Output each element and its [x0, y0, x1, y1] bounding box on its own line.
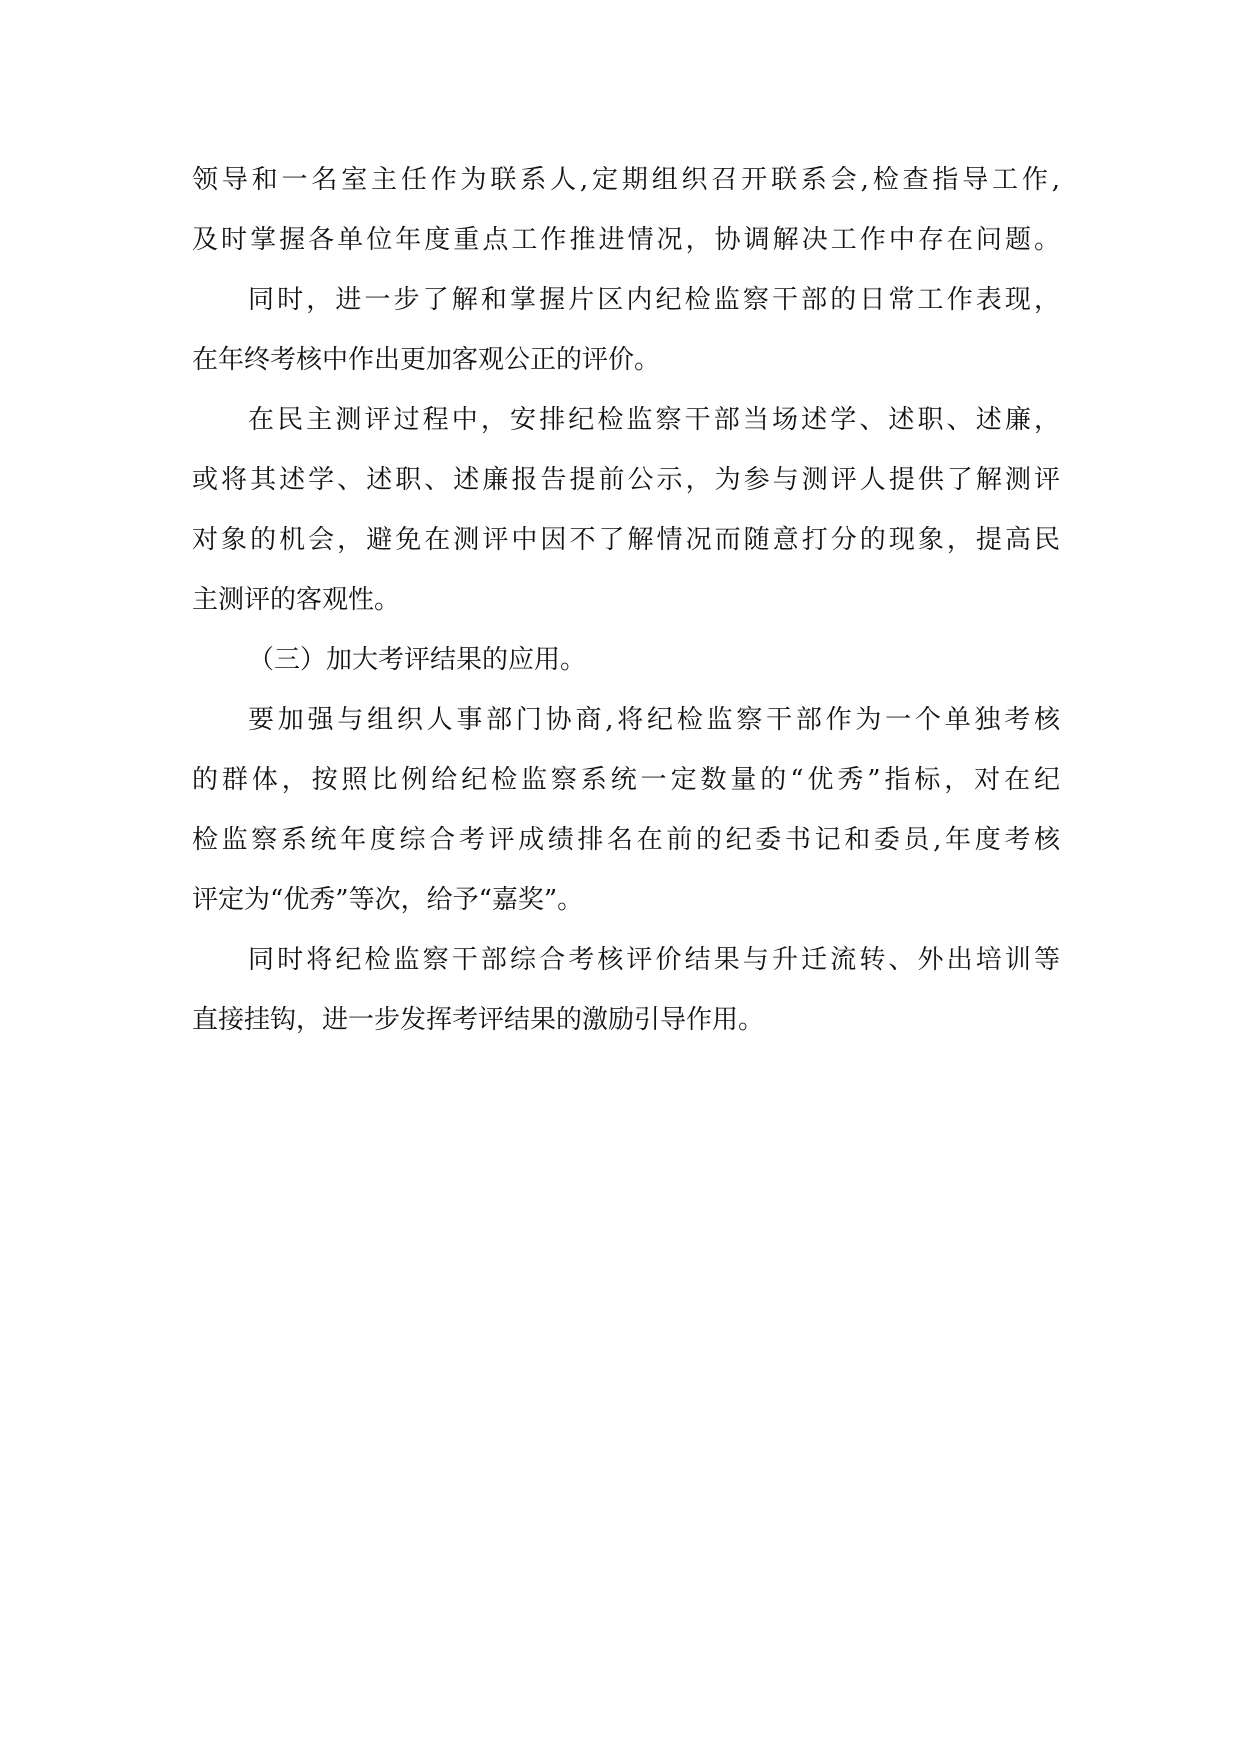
text-line: 评定为“优秀”等次，给予“嘉奖”。 [192, 885, 584, 915]
paragraph-6 [192, 930, 1060, 1050]
paragraph-3 [192, 390, 1060, 630]
section-heading [192, 630, 1060, 690]
paragraph-5 [192, 690, 1060, 930]
text-line: 同时将纪检监察干部综合考核评价结果与升迁流转、外出培训等 [248, 945, 1060, 975]
text-line: 检监察系统年度综合考评成绩排名在前的纪委书记和委员,年度考核 [192, 825, 1060, 855]
text-line: 及时掌握各单位年度重点工作推进情况，协调解决工作中存在问题。 [192, 225, 1060, 255]
text-line: 在民主测评过程中，安排纪检监察干部当场述学、述职、述廉， [248, 405, 1060, 435]
text-line: 同时，进一步了解和掌握片区内纪检监察干部的日常工作表现， [248, 285, 1060, 315]
text-line: 或将其述学、述职、述廉报告提前公示，为参与测评人提供了解测评 [192, 465, 1060, 495]
text-line: 的群体，按照比例给纪检监察系统一定数量的“优秀”指标，对在纪 [192, 765, 1060, 795]
document-body [192, 150, 1060, 1050]
text-line: 要加强与组织人事部门协商,将纪检监察干部作为一个单独考核 [248, 705, 1060, 735]
text-line: 主测评的客观性。 [192, 585, 401, 615]
text-line: 领导和一名室主任作为联系人,定期组织召开联系会,检查指导工作, [192, 165, 1060, 195]
text-line: 在年终考核中作出更加客观公正的评价。 [192, 345, 661, 375]
paragraph-2 [192, 270, 1060, 390]
section-heading-text: （三）加大考评结果的应用。 [248, 645, 587, 675]
paragraph-1 [192, 150, 1060, 270]
text-line: 对象的机会，避免在测评中因不了解情况而随意打分的现象，提高民 [192, 525, 1060, 555]
text-line: 直接挂钩，进一步发挥考评结果的激励引导作用。 [192, 1005, 765, 1035]
